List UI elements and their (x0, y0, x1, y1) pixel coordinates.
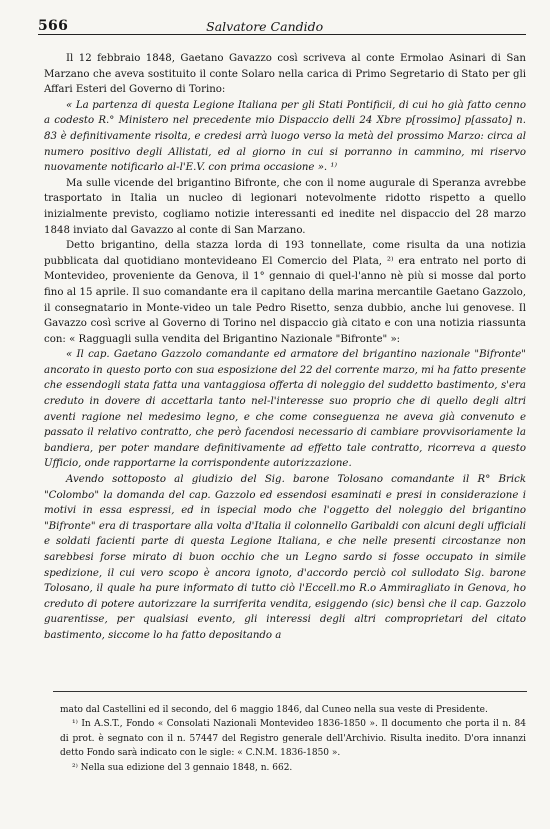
footnote-continuation: mato dal Castellini ed il secondo, del 6 maggio 1846, dal Cuneo nella sua veste di Presidente. (60, 705, 488, 715)
running-title: Salvatore Candido (206, 19, 324, 34)
paragraph: Il 12 febbraio 1848, Gaetano Gavazzo così scriveva al conte Ermolao Asinari di San Marzano che aveva sostituito il conte Solaro nella carica di Primo Segretario di Stato per gli Affari Esteri del Governo di Torino: (44, 53, 526, 96)
quoted-paragraph: Avendo sottoposto al giudizio del Sig. barone Tolosano comandante il R° Brick "Colombo" la domanda del cap. Gazzolo ed essendosi esaminati e presi in considerazione i motivi in essa espressi, ed in ispecial modo che l'oggetto del noleggio del brigantino "Bifronte" era di trasportare alla volta d'Italia il colonnello Garibaldi con alcuni degli ufficiali e soldati facienti parte di questa Legione Italiana, e che nelle presenti circostanze non sarebbesi forse mirato di buon occhio che un Legno sardo si fosse occupato in simile spedizione, il cui vero scopo è ancora ignoto, d'accordo perciò col sullodato Sig. barone Tolosano, il quale ha pure informato di tutto ciò l'Eccell.mo R.o Ammiragliato in Genova, ho creduto di potere autorizzare la surriferita vendita, esiggendo (sic) bensì che il cap. Gazzolo guarentisse, per qualsiasi evento, gli interessi degli altri comproprietari del citato bastimento, siccome lo ha fatto depositando a (44, 474, 526, 641)
main-text (44, 51, 526, 644)
page-header (38, 14, 526, 35)
page-number: 566 (38, 18, 69, 34)
footnotes (60, 703, 526, 775)
paragraph: Ma sulle vicende del brigantino Bifronte, che con il nome augurale di Speranza avrebbe trasportato in Italia un nucleo di legionari notevolmente ridotto rispetto a quello inizialmente previsto, cogliamo notizie interessanti ed inedite nel dispaccio del 28 marzo 1848 inviato dal Gavazzo al conte di San Marzano. (44, 177, 526, 236)
quoted-paragraph: « La partenza di questa Legione Italiana per gli Stati Pontificii, di cui ho già fatto cenno a codesto R.° Ministero nel precedente mio Dispaccio delli 24 Xbre p[rossimo] p[assato] n. 83 è definitivamente risolta, e credesi arrà luogo verso la metà del prossimo Marzo: circa al numero positivo degli Allistati, ed al giorno in cui si porranno in cammino, mi riservo nuovamente notificarlo al-l'E.V. con prima occasione ». ¹⁾ (44, 99, 526, 174)
quoted-paragraph: « Il cap. Gaetano Gazzolo comandante ed armatore del brigantino nazionale "Bifronte" ancorato in questo porto con sua esposizione del 22 del corrente marzo, mi ha fatto presente che essendogli stata fatta una vantaggiosa offerta di noleggio del suddetto bastimento, s'era creduto in dovere di accettarla tanto nel-l'interesse suo proprio che di quello degli altri aventi ragione nel medesimo legno, e che come conseguenza ne aveva già convenuto e passato il relativo contratto, che però facendosi necessario di cambiare provvisoriamente la bandiera, per poter mandare definitivamente ad effetto tale contratto, ricorreva a questo Ufficio, onde rapportarne la corrispondente autorizzazione. (44, 349, 526, 470)
paragraph: Detto brigantino, della stazza lorda di 193 tonnellate, come risulta da una notizia pubblicata dal quotidiano montevideano El Comercio del Plata, ²⁾ era entrato nel porto di Montevideo, proveniente da Genova, il 1° gennaio di quel-l'anno nè più si mosse dal porto fino al 15 aprile. Il suo comandante era il capitano della marina mercantile Gaetano Gazzolo, il consegnatario in Monte-video un tale Pedro Risetto, senza dubbio, anche lui genovese. Il Gavazzo così scrive al Governo di Torino nel dispaccio già citato e con una notizia riassunta con: « Ragguagli sulla vendita del Brigantino Nazionale "Bifronte" »: (44, 240, 526, 345)
footnote-divider (53, 691, 527, 692)
footnote: ²⁾ Nella sua edizione del 3 gennaio 1848, n. 662. (72, 762, 293, 773)
footnote: ¹⁾ In A.S.T., Fondo « Consolati Nazionali Montevideo 1836-1850 ». Il documento che porta il n. 84 di prot. è segnato con il n. 57447 del Registro generale dell'Archivio. Risulta inedito. D'ora innanzi detto Fondo sarà indicato con le sigle: « C.N.M. 1836-1850 ». (60, 719, 526, 759)
